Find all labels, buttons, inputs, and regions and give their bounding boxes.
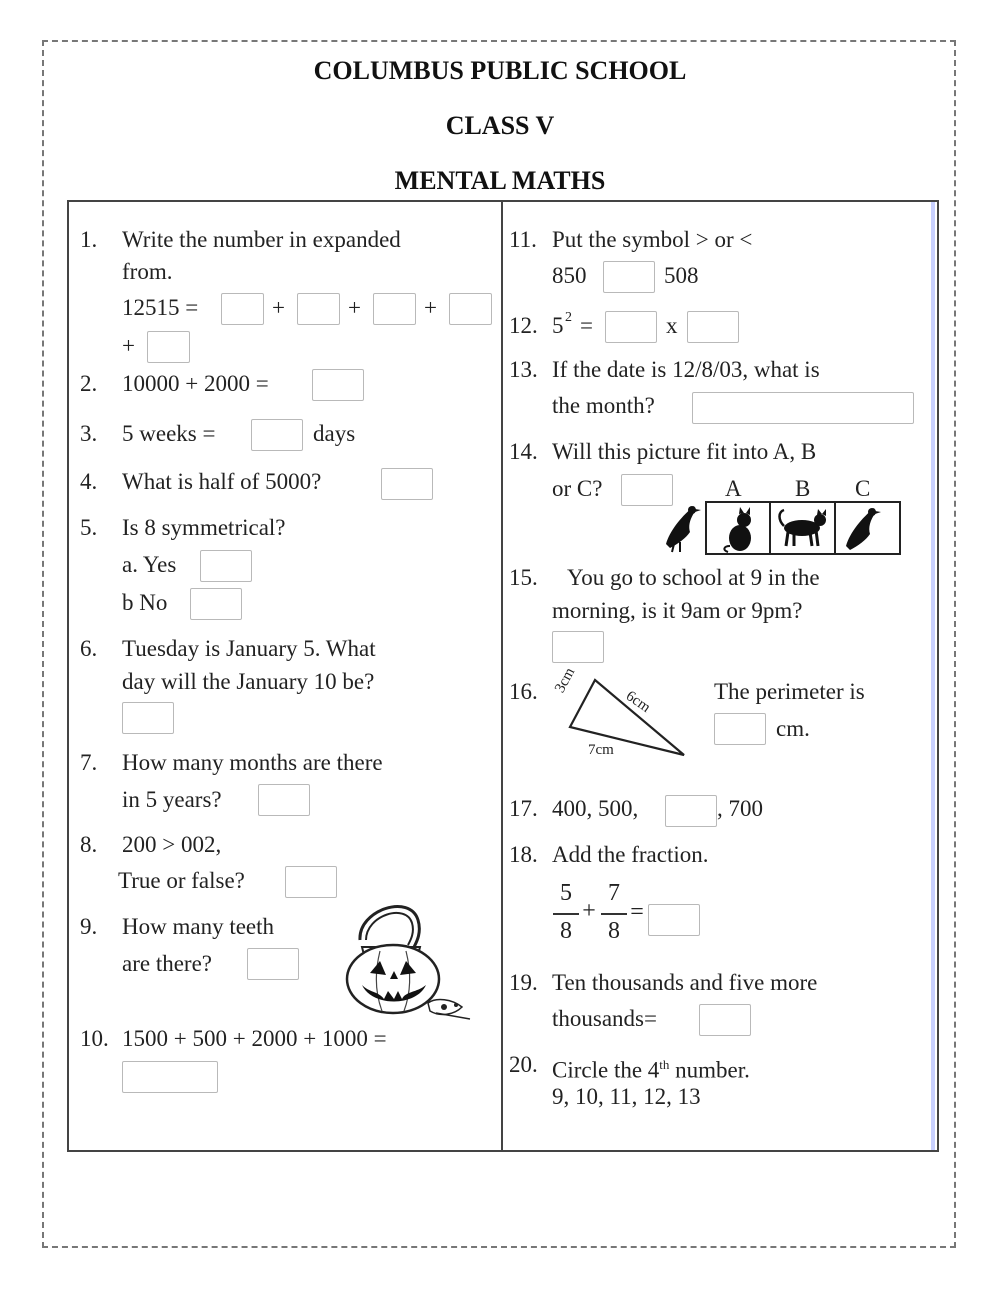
q18-numerator-1: 5 <box>560 880 572 906</box>
q15-line1: You go to school at 9 in the <box>567 565 820 590</box>
q20-series[interactable]: 9, 10, 11, 12, 13 <box>552 1084 701 1109</box>
q13-number: 13. <box>509 357 538 382</box>
q4-answer-box[interactable] <box>381 468 433 500</box>
q18-denominator-1: 8 <box>560 918 572 944</box>
frame-edge <box>931 202 935 1150</box>
q8-number: 8. <box>80 832 98 857</box>
q20-number: 20. <box>509 1052 538 1077</box>
q3-after: days <box>313 421 356 446</box>
jack-o-lantern-image <box>340 895 475 1025</box>
q1-answer-box-3[interactable] <box>373 293 416 325</box>
q8-line1: 200 > 002, <box>122 832 222 857</box>
q3-answer-box[interactable] <box>251 419 303 451</box>
q4-text: What is half of 5000? <box>122 469 322 494</box>
q1-plus-3: + <box>424 295 437 320</box>
q14-line2: or C? <box>552 476 603 501</box>
q16-side-a: 3cm <box>552 665 579 696</box>
q11-answer-box[interactable] <box>603 261 655 293</box>
q17-after: , 700 <box>717 796 763 821</box>
q14-label-a: A <box>725 476 742 501</box>
q9-answer-box[interactable] <box>247 948 299 980</box>
q4-number: 4. <box>80 469 98 494</box>
q13-line1: If the date is 12/8/03, what is <box>552 357 820 382</box>
q1-plus-2: + <box>348 295 361 320</box>
q2-number: 2. <box>80 371 98 396</box>
q18-answer-box[interactable] <box>648 904 700 936</box>
q5-text: Is 8 symmetrical? <box>122 515 286 540</box>
q10-answer-box[interactable] <box>122 1061 218 1093</box>
q12-answer-box-2[interactable] <box>687 311 739 343</box>
q12-answer-box-1[interactable] <box>605 311 657 343</box>
q9-number: 9. <box>80 914 98 939</box>
class-title: CLASS V <box>445 111 555 140</box>
q7-line2: in 5 years? <box>122 787 222 812</box>
q19-line2: thousands= <box>552 1006 657 1031</box>
q14-picture <box>660 500 905 556</box>
school-title: COLUMBUS PUBLIC SCHOOL <box>313 56 687 85</box>
q14-label-b: B <box>795 476 811 501</box>
q13-answer-box[interactable] <box>692 392 914 424</box>
q15-answer-box[interactable] <box>552 631 604 663</box>
q11-text: Put the symbol > or < <box>552 227 753 252</box>
q1-plus-4: + <box>122 333 135 358</box>
q11-left-number: 850 <box>552 263 587 288</box>
q18-fraction-bar-1 <box>553 913 579 915</box>
q12-times: x <box>666 313 678 338</box>
q5-yes-box[interactable] <box>200 550 252 582</box>
q1-answer-box-5[interactable] <box>147 331 190 363</box>
q2-text: 10000 + 2000 = <box>122 371 269 396</box>
q15-line2: morning, is it 9am or 9pm? <box>552 598 803 623</box>
q3-number: 3. <box>80 421 98 446</box>
q8-answer-box[interactable] <box>285 866 337 898</box>
q1-answer-box-1[interactable] <box>221 293 264 325</box>
q8-line2: True or false? <box>118 868 245 893</box>
q9-line1: How many teeth <box>122 914 275 939</box>
q19-answer-box[interactable] <box>699 1004 751 1036</box>
q17-number: 17. <box>509 796 538 821</box>
q9-line2: are there? <box>122 951 213 976</box>
bird-silhouette-icon <box>666 506 701 552</box>
q1-line1: Write the number in expanded <box>122 227 401 252</box>
q16-answer-box[interactable] <box>714 713 766 745</box>
q12-number: 12. <box>509 313 538 338</box>
q13-line2: the month? <box>552 393 655 418</box>
q19-line1: Ten thousands and five more <box>552 970 818 995</box>
q20-text: Circle the 4th number. <box>552 1057 750 1083</box>
q18-plus: + <box>582 898 596 924</box>
q6-line2: day will the January 10 be? <box>122 669 375 694</box>
q16-number: 16. <box>509 679 538 704</box>
q6-number: 6. <box>80 636 98 661</box>
q12-base: 5 <box>552 313 564 338</box>
q17-answer-box[interactable] <box>665 795 717 827</box>
q7-answer-box[interactable] <box>258 784 310 816</box>
q10-number: 10. <box>80 1026 109 1051</box>
q18-text: Add the fraction. <box>552 842 709 867</box>
q14-label-c: C <box>855 476 871 501</box>
q11-number: 11. <box>509 227 537 252</box>
q5-option-b: b No <box>122 590 168 615</box>
q3-text: 5 weeks = <box>122 421 216 446</box>
q18-numerator-2: 7 <box>608 880 620 906</box>
q10-text: 1500 + 500 + 2000 + 1000 = <box>122 1026 387 1051</box>
q16-side-b: 6cm <box>622 688 654 716</box>
q14-line1: Will this picture fit into A, B <box>552 439 817 464</box>
q11-right-number: 508 <box>664 263 699 288</box>
q1-answer-box-2[interactable] <box>297 293 340 325</box>
q5-number: 5. <box>80 515 98 540</box>
q18-number: 18. <box>509 842 538 867</box>
q5-no-box[interactable] <box>190 588 242 620</box>
q1-answer-box-4[interactable] <box>449 293 492 325</box>
q7-number: 7. <box>80 750 98 775</box>
subject-title: MENTAL MATHS <box>394 166 606 195</box>
q16-side-c: 7cm <box>588 742 614 758</box>
q16-line1: The perimeter is <box>714 679 865 704</box>
q7-line1: How many months are there <box>122 750 383 775</box>
q1-plus-1: + <box>272 295 285 320</box>
q19-number: 19. <box>509 970 538 995</box>
q12-exponent: 2 <box>565 310 572 325</box>
q14-number: 14. <box>509 439 538 464</box>
q6-answer-box[interactable] <box>122 702 174 734</box>
q1-number: 1. <box>80 227 98 252</box>
q2-answer-box[interactable] <box>312 369 364 401</box>
q18-equals: = <box>630 899 644 925</box>
q5-option-a: a. Yes <box>122 552 177 577</box>
q1-expression: 12515 = <box>122 295 199 320</box>
q6-line1: Tuesday is January 5. What <box>122 636 376 661</box>
q1-line2: from. <box>122 259 173 284</box>
q18-denominator-2: 8 <box>608 918 620 944</box>
q12-equals: = <box>580 313 593 338</box>
q18-fraction-bar-2 <box>601 913 627 915</box>
column-divider <box>501 200 503 1152</box>
q17-text: 400, 500, <box>552 796 639 821</box>
q15-number: 15. <box>509 565 538 590</box>
q16-unit: cm. <box>776 716 810 741</box>
